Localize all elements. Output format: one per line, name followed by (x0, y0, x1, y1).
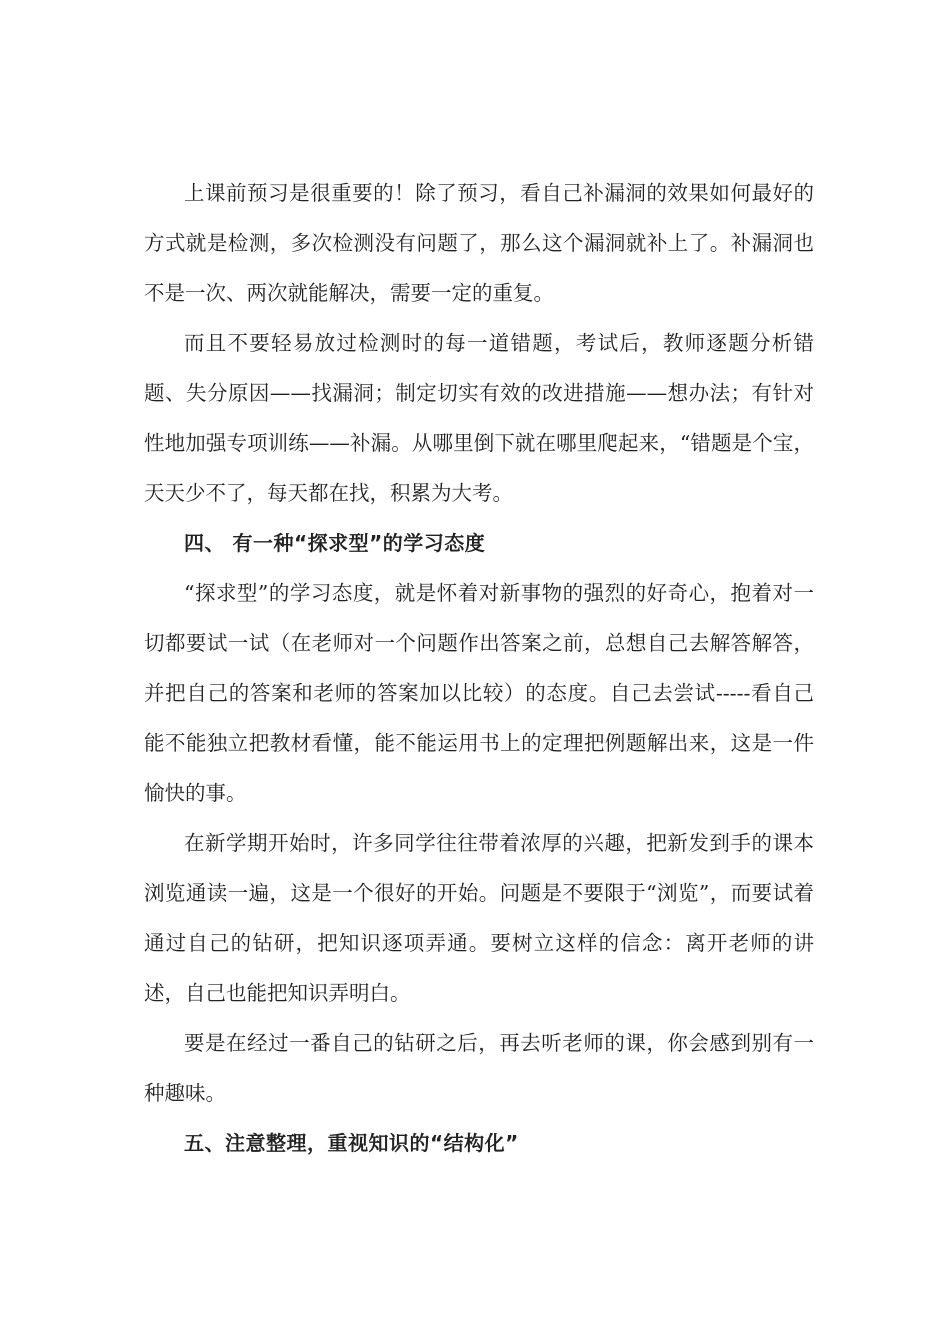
section-heading-four: 四、 有一种“探求型”的学习态度 (184, 531, 486, 555)
paragraph-error-analysis: 而且不要轻易放过检测时的每一道错题，考试后，教师逐题分析错题、失分原因——找漏洞；制定切实有效的改进措施——想办法；有针对性地加强专项训练——补漏。从哪里倒下就在哪里爬起来，“错题是个宝，天天少不了，每天都在找，积累为大考。 (144, 331, 814, 505)
paragraph-preview-importance: 上课前预习是很重要的！除了预习，看自己补漏洞的效果如何最好的方式就是检测，多次检测没有问题了，那么这个漏洞就补上了。补漏洞也不是一次、两次就能解决，需要一定的重复。 (144, 181, 814, 305)
paragraph-exploratory-attitude: “探求型”的学习态度，就是怀着对新事物的强烈的好奇心，抱着对一切都要试一试（在老师对一个问题作出答案之前，总想自己去解答解答，并把自己的答案和老师的答案加以比较）的态度。自己去尝试-----看自己能不能独立把教材看懂，能不能运用书上的定理把例题解出来，这是一件愉快的事。 (144, 581, 814, 805)
paragraph-self-study-interest: 要是在经过一番自己的钻研之后，再去听老师的课，你会感到别有一种趣味。 (144, 1031, 814, 1105)
paragraph-new-semester: 在新学期开始时，许多同学往往带着浓厚的兴趣，把新发到手的课本浏览通读一遍，这是一个很好的开始。问题是不要限于“浏览”，而要试着通过自己的钻研，把知识逐项弄通。要树立这样的信念：离开老师的讲述，自己也能把知识弄明白。 (144, 831, 814, 1005)
section-heading-five: 五、注意整理，重视知识的“结构化” (184, 1131, 519, 1155)
document-body (144, 168, 814, 1168)
